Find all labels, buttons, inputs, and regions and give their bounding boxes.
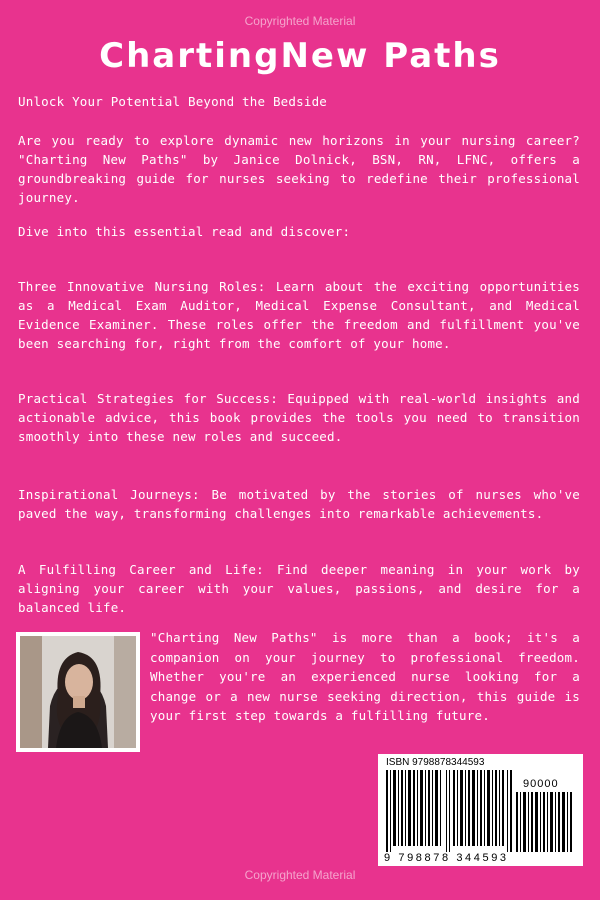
intro-paragraph: Are you ready to explore dynamic new horizons in your nursing career? "Charting New Paths" by Janice Dolnick, BSN, RN, LFNC, offers a groundbreaking guide for nurses seeking to redefine their professional journey.	[18, 133, 580, 205]
addon-barcode-bars	[516, 792, 574, 852]
barcode-digits: 9 798878 344593	[384, 852, 509, 864]
point-journeys: Inspirational Journeys: Be motivated by the stories of nurses who've paved the way, transforming challenges into remarkable achievements.	[18, 487, 580, 521]
price-code: 90000	[523, 778, 559, 790]
barcode-bars	[386, 770, 512, 852]
author-photo	[16, 632, 140, 752]
point-career: A Fulfilling Career and Life: Find deeper meaning in your work by aligning your career with your values, passions, and desire for a balanced life.	[18, 562, 580, 615]
watermark-top: Copyrighted Material	[244, 14, 356, 28]
isbn-barcode	[378, 754, 583, 866]
watermark-bottom: Copyrighted Material	[244, 868, 356, 882]
isbn-label: ISBN 9798878344593	[386, 757, 485, 768]
subtitle: Unlock Your Potential Beyond the Bedside	[18, 94, 328, 109]
point-roles: Three Innovative Nursing Roles: Learn about the exciting opportunities as a Medical Exam Auditor, Medical Expense Consultant, and Medical Evidence Examiner. These roles offer the freedom and fulfillment you've been searching for, right from the comfort of your home.	[18, 279, 580, 351]
point-strategies: Practical Strategies for Success: Equipped with real-world insights and actionable advice, this book provides the tools you need to transition smoothly into these new roles and succeed.	[18, 391, 580, 444]
dive-line: Dive into this essential read and discover:	[18, 224, 351, 239]
closing-paragraph: "Charting New Paths" is more than a book; it's a companion on your journey to professional freedom. Whether you're an experienced nurse looking for a change or a new nurse seeking direction, this guide is your first step towards a fulfilling future.	[150, 630, 580, 723]
book-title: ChartingNew Paths	[99, 36, 501, 76]
